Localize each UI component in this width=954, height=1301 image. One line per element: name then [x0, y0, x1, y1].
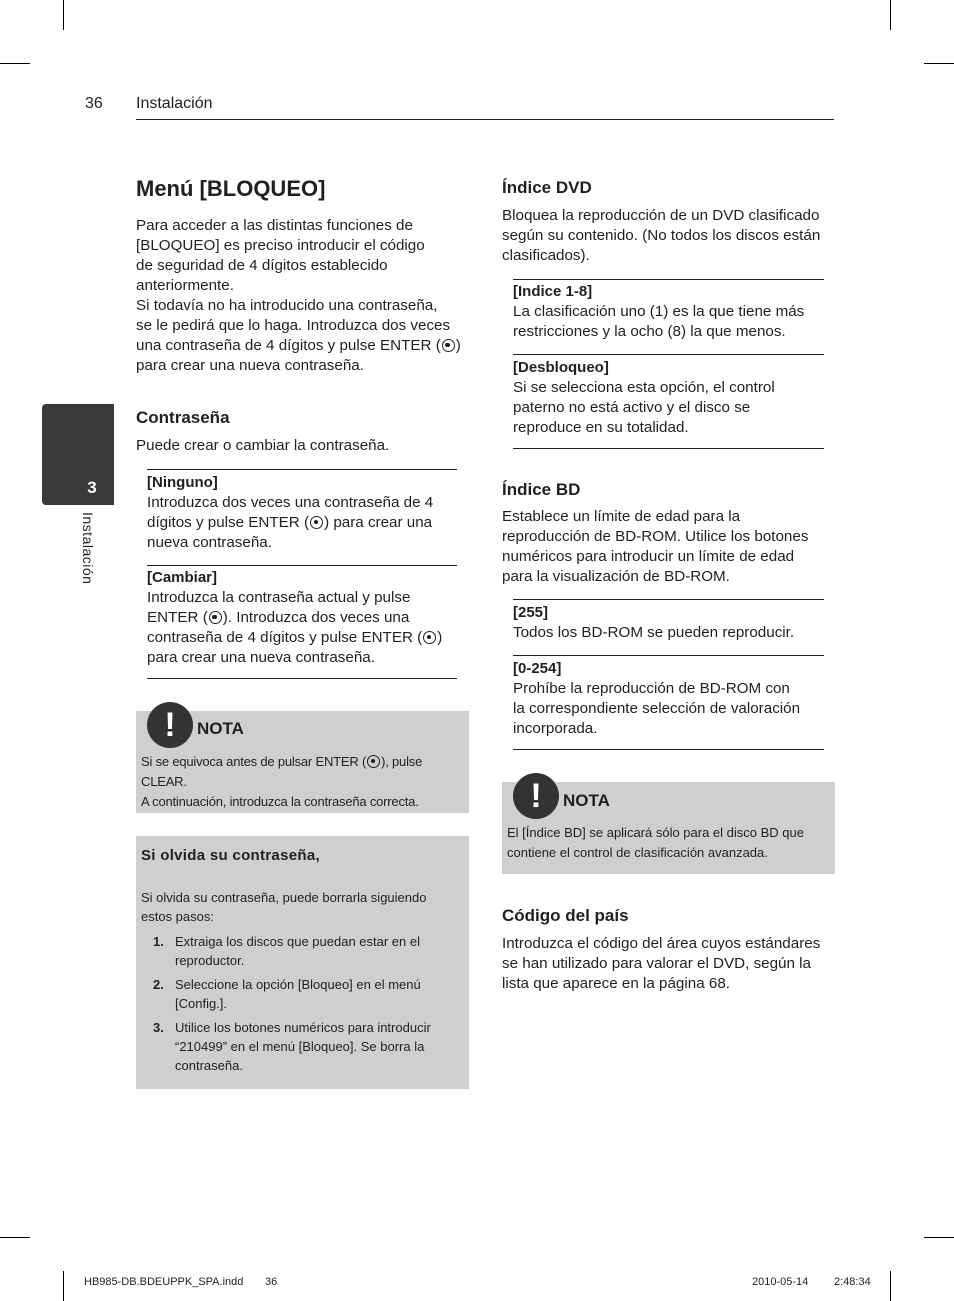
- section-heading-pais: Código del país: [502, 906, 629, 925]
- option-title: [Indice 1-8]: [513, 283, 593, 300]
- crop-mark: [63, 0, 64, 30]
- option-line: contraseña de 4 dígitos y pulse ENTER ( ): [147, 629, 443, 646]
- intro-line: una contraseña de 4 dígitos y pulse ENTER ( ): [136, 337, 461, 354]
- description-line: Establece un límite de edad para la: [502, 508, 741, 525]
- header-rule: [136, 119, 834, 120]
- note-text: [141, 752, 467, 812]
- option-rule: [513, 279, 824, 280]
- option-0-254: [513, 659, 833, 739]
- option-line: restricciones y la ocho (8) la que menos.: [513, 323, 786, 340]
- description-line: clasificados).: [502, 247, 590, 264]
- option-line: Si se selecciona esta opción, el control: [513, 379, 775, 396]
- exclamation-icon: !: [513, 773, 559, 819]
- step-item: 1. Extraiga los discos que puedan estar en el reproductor.: [153, 934, 420, 968]
- step-item: 2. Seleccione la opción [Bloqueo] en el menú [Config.].: [153, 977, 421, 1011]
- option-line: reproduce en su totalidad.: [513, 419, 689, 436]
- option-line: Introduzca la contraseña actual y pulse: [147, 589, 411, 606]
- option-line: Prohíbe la reproducción de BD-ROM con: [513, 680, 790, 697]
- description-line: numéricos para introducir un límite de edad: [502, 548, 795, 565]
- intro-line: para crear una nueva contraseña.: [136, 357, 364, 374]
- option-cambiar: [147, 568, 462, 668]
- note-text: [507, 823, 833, 863]
- note-line: Si se equivoca antes de pulsar ENTER ( ), pulse CLEAR.: [141, 754, 423, 789]
- section-heading-bd: Índice BD: [502, 480, 581, 499]
- crop-mark: [924, 63, 954, 64]
- step-item: 3. Utilice los botones numéricos para introducir “210499” en el menú [Bloqueo]. Se borra la contraseña.: [153, 1020, 431, 1073]
- enter-button-icon: [367, 755, 380, 768]
- option-rule: [513, 749, 824, 750]
- footer-date: 2010-05-14: [752, 1276, 809, 1288]
- section-description: Puede crear o cambiar la contraseña.: [136, 437, 390, 454]
- enter-button-icon: [209, 611, 222, 624]
- option-line: para crear una nueva contraseña.: [147, 649, 375, 666]
- option-rule: [147, 678, 457, 679]
- intro-line: se le pedirá que lo haga. Introduzca dos veces: [136, 317, 451, 334]
- option-rule: [513, 448, 824, 449]
- intro-line: Si olvida su contraseña, puede borrarla siguiendo: [141, 890, 427, 905]
- dvd-description: [502, 206, 838, 266]
- option-line: nueva contraseña.: [147, 534, 272, 551]
- option-line: incorporada.: [513, 720, 598, 737]
- description-line: para la visualización de BD-ROM.: [502, 568, 730, 585]
- description-line: lista que aparece en la página 68.: [502, 975, 730, 992]
- chapter-label: Instalación: [80, 512, 96, 585]
- note-line: contiene el control de clasificación avanzada.: [507, 845, 768, 860]
- option-line: ENTER ( ). Introduzca dos veces una: [147, 609, 410, 626]
- option-line: Todos los BD-ROM se pueden reproducir.: [513, 624, 795, 641]
- description-line: según su contenido. (No todos los discos están: [502, 227, 821, 244]
- forgot-password-steps: [137, 932, 463, 1080]
- enter-button-icon: [310, 516, 323, 529]
- intro-paragraph: [136, 216, 472, 376]
- crop-mark: [63, 1271, 64, 1301]
- crop-mark: [924, 1237, 954, 1238]
- option-rule: [513, 655, 824, 656]
- page-number: 36: [85, 95, 103, 112]
- option-line: la correspondiente selección de valoración: [513, 700, 801, 717]
- intro-line: Para acceder a las distintas funciones de: [136, 217, 413, 234]
- option-indice-1-8: [513, 282, 833, 342]
- option-title: [Ninguno]: [147, 474, 218, 491]
- option-line: Introduzca dos veces una contraseña de 4: [147, 494, 434, 511]
- option-title: [Cambiar]: [147, 569, 218, 586]
- enter-button-icon: [423, 631, 436, 644]
- section-heading-contrasena: Contraseña: [136, 408, 230, 427]
- crop-mark: [0, 63, 30, 64]
- option-desbloqueo: [513, 358, 833, 438]
- chapter-tab: [42, 404, 114, 505]
- crop-mark: [890, 0, 891, 30]
- enter-button-icon: [442, 339, 455, 352]
- section-heading-dvd: Índice DVD: [502, 178, 592, 197]
- option-title: [0-254]: [513, 660, 562, 677]
- option-rule: [147, 565, 457, 566]
- option-rule: [513, 354, 824, 355]
- page-title: Menú [BLOQUEO]: [136, 176, 326, 201]
- description-line: se han utilizado para valorar el DVD, según la: [502, 955, 811, 972]
- option-ninguno: [147, 473, 462, 553]
- intro-line: [BLOQUEO] es preciso introducir el código: [136, 237, 425, 254]
- description-line: reproducción de BD-ROM. Utilice los botones: [502, 528, 809, 545]
- option-line: dígitos y pulse ENTER ( ) para crear una: [147, 514, 433, 531]
- note-label: NOTA: [563, 791, 610, 810]
- bd-description: [502, 507, 838, 587]
- intro-line: de seguridad de 4 dígitos establecido: [136, 257, 388, 274]
- option-line: La clasificación uno (1) es la que tiene más: [513, 303, 805, 320]
- option-title: [Desbloqueo]: [513, 359, 609, 376]
- option-line: paterno no está activo y el disco se: [513, 399, 751, 416]
- crop-mark: [0, 1237, 30, 1238]
- description-line: Introduzca el código del área cuyos estándares: [502, 935, 821, 952]
- intro-line: estos pasos:: [141, 909, 214, 924]
- note-label: NOTA: [197, 719, 244, 738]
- chapter-number: 3: [87, 478, 97, 497]
- forgot-password-heading: Si olvida su contraseña,: [141, 847, 320, 864]
- footer-page: 36: [265, 1276, 278, 1288]
- note-line: A continuación, introduzca la contraseña correcta.: [141, 794, 419, 809]
- pais-description: [502, 934, 842, 994]
- option-rule: [513, 599, 824, 600]
- option-255: [513, 603, 833, 643]
- option-rule: [147, 469, 457, 470]
- footer-filename: HB985-DB.BDEUPPK_SPA.indd: [84, 1276, 244, 1288]
- intro-line: anteriormente.: [136, 277, 234, 294]
- exclamation-icon: !: [147, 702, 193, 748]
- description-line: Bloquea la reproducción de un DVD clasificado: [502, 207, 820, 224]
- footer-time: 2:48:34: [834, 1276, 871, 1288]
- forgot-password-intro: [141, 888, 465, 926]
- running-section-title: Instalación: [136, 95, 213, 112]
- intro-line: Si todavía no ha introducido una contraseña,: [136, 297, 438, 314]
- option-title: [255]: [513, 604, 549, 621]
- crop-mark: [890, 1271, 891, 1301]
- note-line: El [Índice BD] se aplicará sólo para el disco BD que: [507, 825, 804, 840]
